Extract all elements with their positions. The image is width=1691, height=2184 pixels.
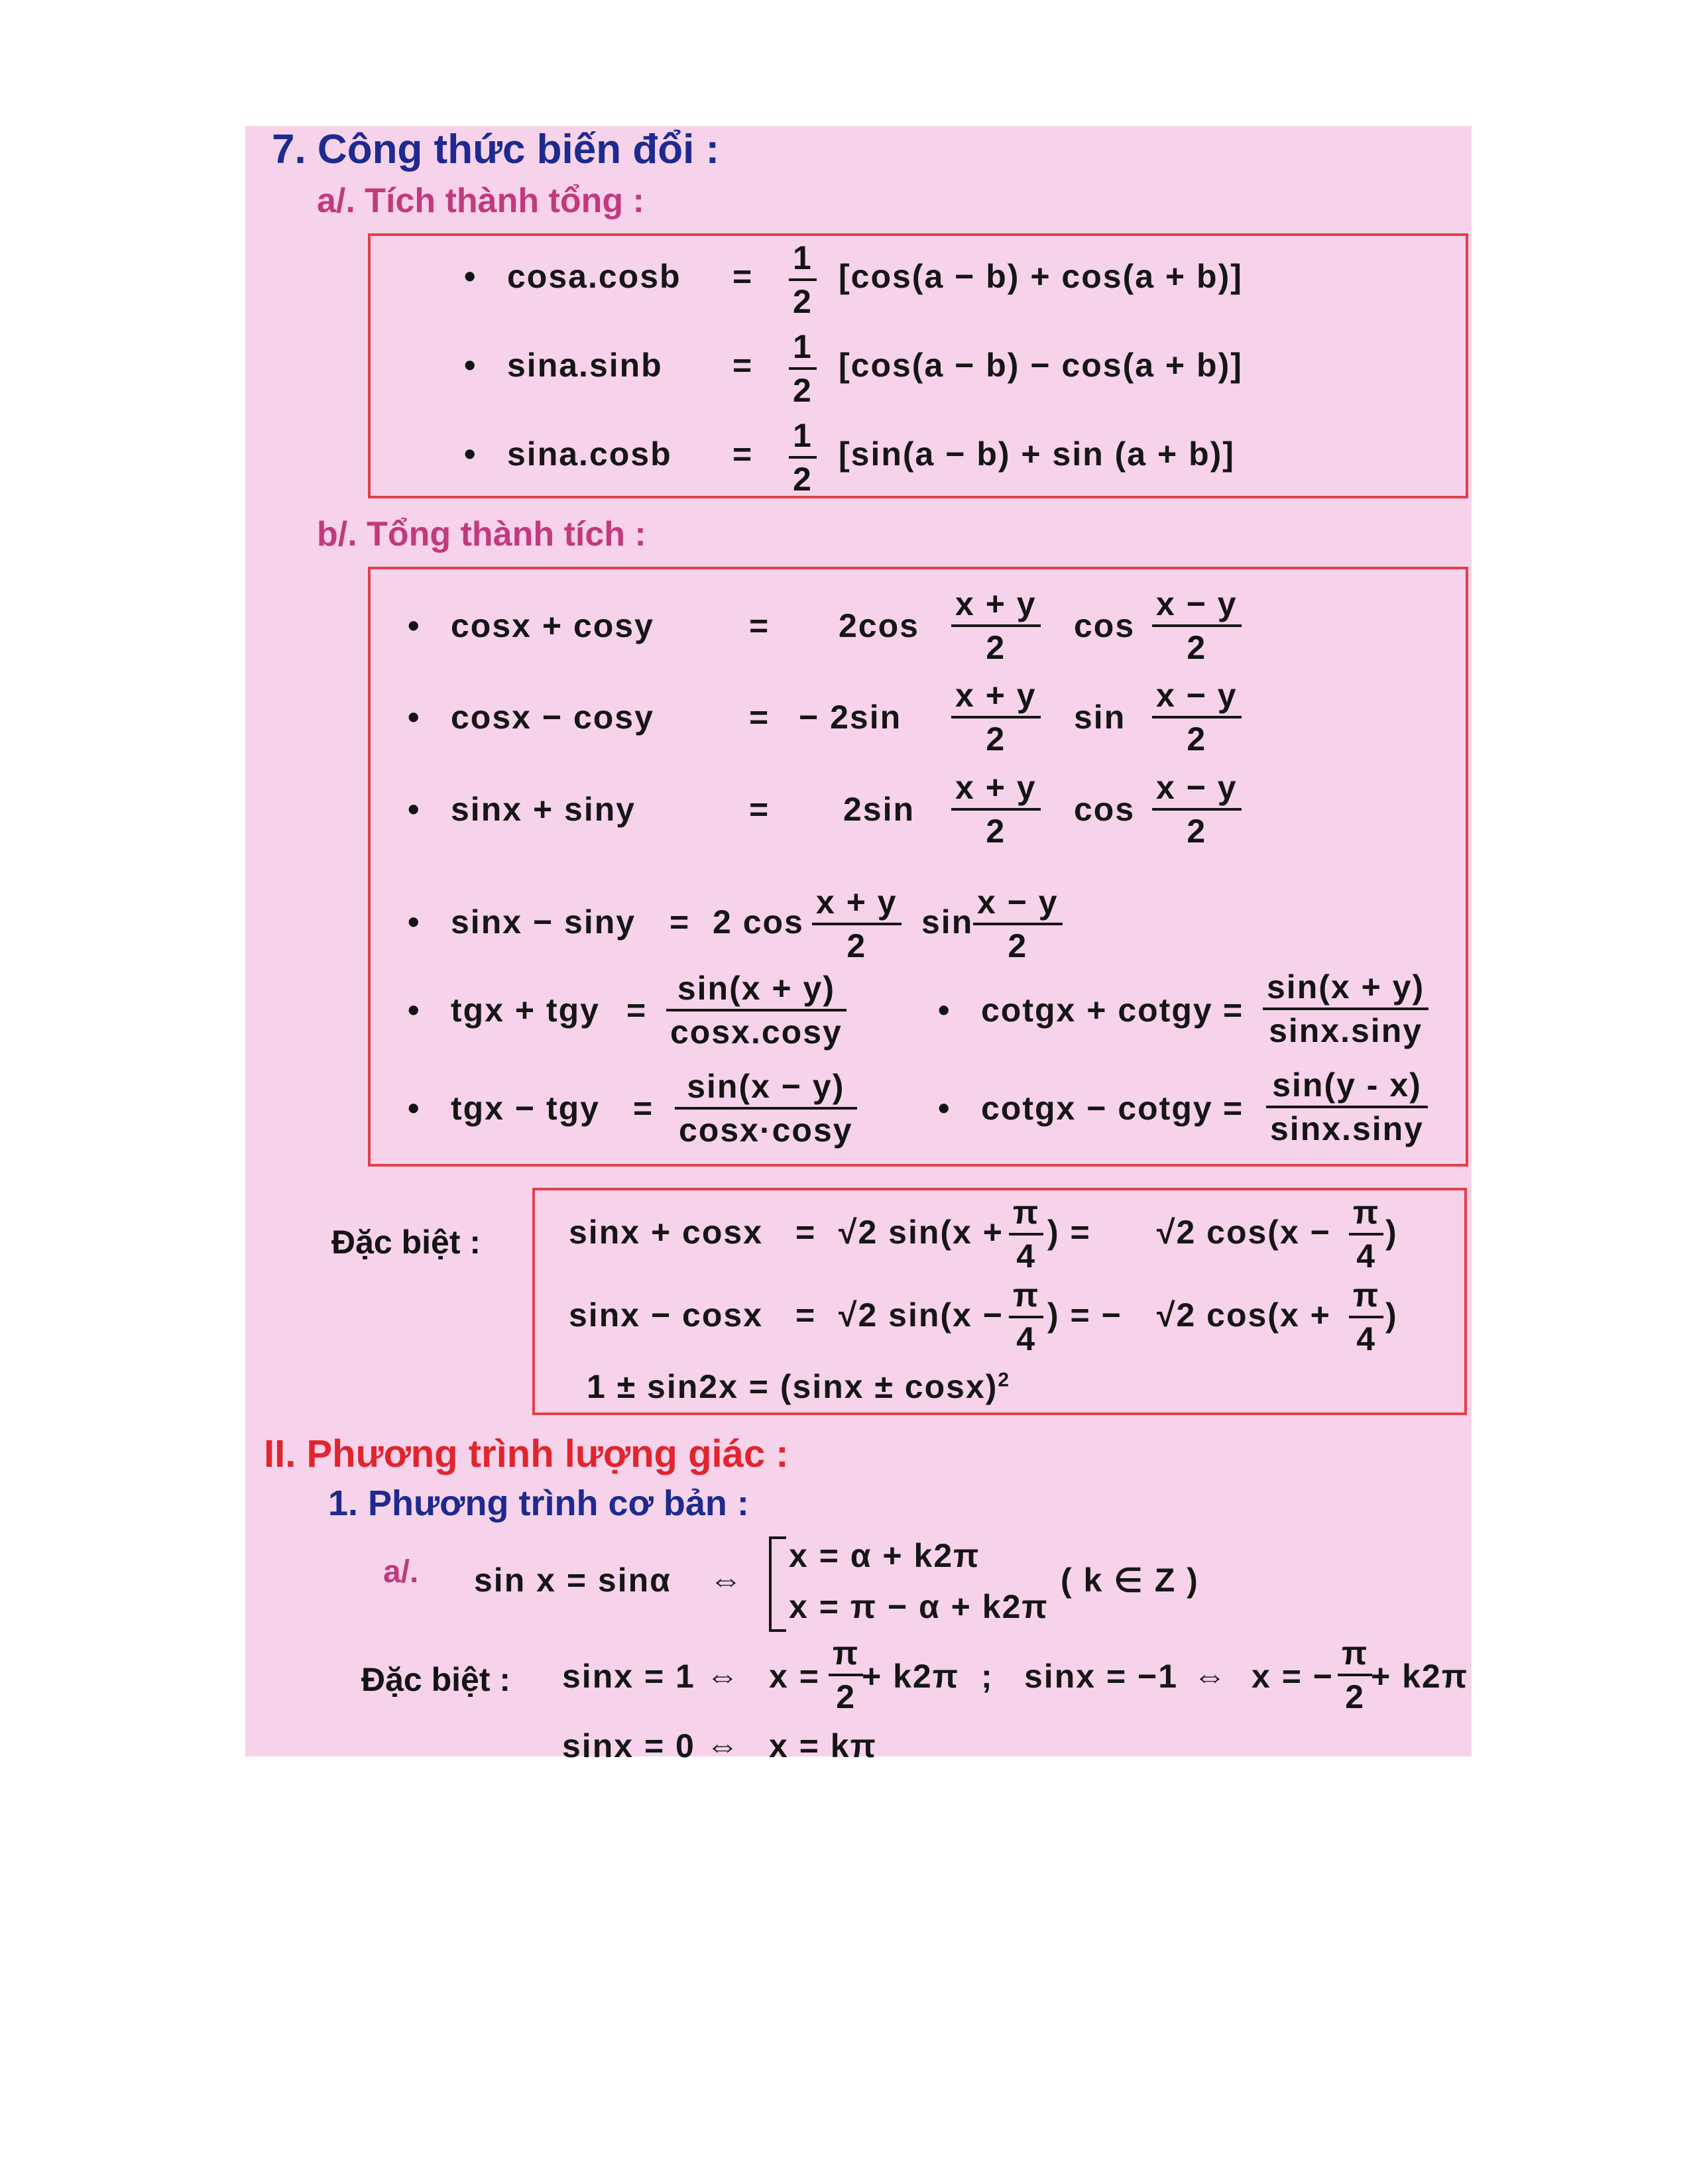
- fraction-numerator: 1: [793, 239, 813, 276]
- formula-lhs: sina.sinb: [507, 347, 663, 384]
- special-label: Đặc biệt :: [331, 1224, 481, 1261]
- fraction-numerator: x + y: [955, 677, 1037, 714]
- equivalence-symbol: ⇔: [706, 1658, 740, 1695]
- fraction-half: [789, 239, 817, 321]
- fraction-bar: [1338, 1674, 1372, 1676]
- sqrt2-sine-term: √2 sin(x +: [839, 1214, 1004, 1251]
- fraction-pi-quarter: [1009, 1193, 1043, 1275]
- equivalence-symbol: ⇔: [1193, 1658, 1228, 1695]
- fraction-bar: [1152, 808, 1242, 811]
- fraction-denominator: 2: [986, 720, 1006, 758]
- equivalence-symbol: ⇔: [706, 1727, 740, 1764]
- coefficient: 2cos: [839, 607, 919, 644]
- fraction-bar: [1266, 1106, 1428, 1108]
- fraction-bar: [829, 1674, 863, 1676]
- fraction-cotangent-diff: [1266, 1066, 1428, 1148]
- equals-sign: =: [670, 903, 691, 941]
- fraction-bar: [951, 624, 1041, 627]
- solution-bracket: [769, 1536, 786, 1632]
- fraction-sum-half: [951, 585, 1041, 667]
- trig-function: sin: [921, 903, 974, 941]
- fraction-denominator: 2: [986, 813, 1006, 850]
- fraction-denominator: cosx.cosy: [670, 1013, 843, 1051]
- fraction-bar: [973, 923, 1063, 925]
- equals-sign: =: [749, 791, 770, 828]
- bullet: •: [938, 992, 950, 1029]
- solution-case-1: x = α + k2π: [789, 1537, 980, 1574]
- fraction-diff-half: [973, 883, 1063, 965]
- formula-lhs: tgx + tgy: [451, 992, 600, 1029]
- formula-lhs: tgx − tgy: [451, 1090, 600, 1127]
- closing-paren: ): [1385, 1214, 1398, 1251]
- fraction-denominator: 2: [1345, 1678, 1366, 1715]
- formula-rhs: [sin(a − b) + sin (a + b)]: [839, 435, 1235, 473]
- fraction-pi-half: [829, 1634, 863, 1716]
- fraction-numerator: π: [833, 1635, 860, 1672]
- fraction-denominator: 2: [1187, 813, 1207, 850]
- fraction-numerator: x + y: [955, 769, 1037, 806]
- fraction-cotangent-sum: [1263, 968, 1429, 1050]
- fraction-bar: [812, 923, 902, 925]
- fraction-bar: [789, 456, 817, 459]
- equals-sign: =: [1223, 992, 1244, 1029]
- formula-lhs: sinx − cosx: [569, 1296, 763, 1334]
- trig-function: cos: [1074, 791, 1136, 828]
- equals-sign: =: [795, 1296, 817, 1334]
- fraction-denominator: sinx.siny: [1270, 1110, 1424, 1147]
- fraction-denominator: 4: [1356, 1237, 1377, 1275]
- fraction-denominator: 2: [846, 927, 867, 964]
- fraction-denominator: sinx.siny: [1269, 1012, 1423, 1049]
- fraction-bar: [789, 278, 817, 281]
- fraction-numerator: 1: [793, 328, 813, 365]
- bullet: •: [464, 435, 476, 473]
- fraction-bar: [675, 1107, 857, 1110]
- fraction-numerator: sin(x + y): [677, 970, 835, 1007]
- fraction-numerator: sin(x − y): [687, 1068, 845, 1105]
- fraction-bar: [951, 716, 1041, 718]
- fraction-bar: [1349, 1316, 1383, 1318]
- equals-sign: =: [732, 347, 754, 384]
- equation-lhs: sin x = sinα: [474, 1562, 671, 1599]
- fraction-denominator: 2: [836, 1678, 856, 1715]
- bullet: •: [938, 1090, 950, 1127]
- fraction-sum-half: [951, 768, 1041, 850]
- equals-sign: =: [732, 258, 754, 295]
- fraction-denominator: 2: [793, 283, 813, 320]
- fraction-bar: [1263, 1007, 1429, 1010]
- fraction-numerator: sin(y - x): [1272, 1066, 1422, 1104]
- coefficient: 2sin: [843, 791, 915, 828]
- fraction-bar: [789, 367, 817, 370]
- fraction-numerator: π: [1013, 1194, 1040, 1231]
- formula-lhs: sinx + siny: [451, 791, 636, 828]
- fraction-sum-half: [951, 676, 1041, 758]
- exponent: 2: [998, 1369, 1011, 1391]
- closing-equals: ) =: [1047, 1214, 1091, 1251]
- fraction-denominator: 2: [1187, 720, 1207, 758]
- formula-lhs: cosx − cosy: [451, 699, 654, 736]
- fraction-bar: [666, 1009, 846, 1011]
- fraction-bar: [951, 808, 1041, 811]
- trig-function: cos: [1074, 607, 1136, 644]
- formula-rhs: [cos(a − b) + cos(a + b)]: [839, 258, 1243, 295]
- formula-lhs: cotgx + cotgy: [981, 992, 1213, 1029]
- subsection-title-a: a/. Tích thành tổng :: [317, 182, 644, 220]
- special-row-3: [587, 1367, 1010, 1406]
- bullet: •: [464, 258, 476, 295]
- fraction-pi-quarter: [1009, 1276, 1043, 1358]
- fraction-bar: [1152, 716, 1242, 718]
- fraction-denominator: 4: [1356, 1320, 1377, 1357]
- formula-lhs: sina.cosb: [507, 435, 672, 473]
- fraction-diff-half: [1152, 585, 1242, 667]
- fraction-diff-half: [1152, 768, 1242, 850]
- case-sin-one: sinx = 1: [562, 1658, 695, 1695]
- fraction-bar: [1009, 1316, 1043, 1318]
- plus-k2pi: + k2π: [1371, 1658, 1468, 1695]
- trig-function: sin: [1074, 699, 1126, 736]
- equals-sign: =: [749, 607, 770, 644]
- fraction-sum-half: [812, 883, 902, 965]
- subsection-a-label: a/.: [383, 1554, 419, 1589]
- separator: ;: [981, 1658, 994, 1695]
- fraction-numerator: x − y: [1156, 677, 1238, 714]
- coefficient: 2 cos: [713, 903, 804, 941]
- fraction-bar: [1152, 624, 1242, 627]
- formula-lhs: cotgx − cotgy: [981, 1090, 1213, 1127]
- formula-lhs: sinx + cosx: [569, 1214, 763, 1251]
- equals-sign: =: [795, 1214, 817, 1251]
- fraction-numerator: x − y: [1156, 585, 1238, 622]
- sqrt2-cosine-term: √2 cos(x +: [1157, 1296, 1331, 1334]
- sqrt2-cosine-term: √2 cos(x −: [1157, 1214, 1331, 1251]
- fraction-numerator: x − y: [1156, 769, 1238, 806]
- closing-equals: ) = −: [1047, 1296, 1122, 1334]
- closing-paren: ): [1385, 1296, 1398, 1334]
- formula-lhs: cosa.cosb: [507, 258, 681, 295]
- fraction-denominator: 2: [986, 629, 1006, 666]
- fraction-numerator: π: [1342, 1635, 1369, 1672]
- fraction-denominator: 2: [1008, 927, 1028, 964]
- bullet: •: [464, 347, 476, 384]
- fraction-numerator: π: [1353, 1194, 1380, 1231]
- section-ii-title: II. Phương trình lượng giác :: [264, 1432, 789, 1475]
- fraction-denominator: 4: [1016, 1320, 1037, 1357]
- identity-text: 1 ± sin2x = (sinx ± cosx): [587, 1368, 998, 1405]
- section-title: 7. Công thức biến đổi :: [272, 127, 720, 172]
- fraction-half: [789, 416, 817, 498]
- fraction-numerator: π: [1013, 1277, 1040, 1314]
- fraction-pi-half: [1338, 1634, 1372, 1716]
- fraction-denominator: 2: [793, 461, 813, 498]
- special2-label: Đặc biệt :: [361, 1661, 511, 1698]
- fraction-pi-quarter: [1349, 1193, 1383, 1275]
- sqrt2-sine-term: √2 sin(x −: [839, 1296, 1004, 1334]
- bullet: •: [408, 699, 420, 736]
- fraction-pi-quarter: [1349, 1276, 1383, 1358]
- fraction-diff-half: [1152, 676, 1242, 758]
- fraction-denominator: 2: [1187, 629, 1207, 666]
- fraction-bar: [1349, 1233, 1383, 1236]
- bullet: •: [408, 791, 420, 828]
- bullet: •: [408, 992, 420, 1029]
- integer-condition: ( k ∈ Z ): [1061, 1562, 1199, 1599]
- bullet: •: [408, 607, 420, 644]
- equals-sign: =: [626, 992, 648, 1029]
- fraction-numerator: 1: [793, 417, 813, 454]
- formula-lhs: cosx + cosy: [451, 607, 654, 644]
- bullet: •: [408, 1090, 420, 1127]
- plus-k2pi: + k2π: [862, 1658, 959, 1695]
- equals-sign: =: [749, 699, 770, 736]
- formula-lhs: sinx − siny: [451, 903, 636, 941]
- fraction-numerator: sin(x + y): [1267, 968, 1425, 1006]
- x-equals-negative: x = −: [1252, 1658, 1334, 1695]
- coefficient: − 2sin: [799, 699, 902, 736]
- section-ii-1-title: 1. Phương trình cơ bản :: [328, 1483, 749, 1523]
- fraction-numerator: x + y: [955, 585, 1037, 622]
- fraction-numerator: x − y: [977, 884, 1059, 921]
- formula-rhs: [cos(a − b) − cos(a + b)]: [839, 347, 1243, 384]
- fraction-half: [789, 327, 817, 410]
- fraction-denominator: cosx·cosy: [679, 1112, 853, 1149]
- fraction-tangent-diff: [675, 1067, 857, 1149]
- fraction-bar: [1009, 1233, 1043, 1236]
- solution-case-2: x = π − α + k2π: [789, 1588, 1049, 1625]
- x-equals-kpi: x = kπ: [769, 1727, 877, 1764]
- fraction-numerator: x + y: [816, 884, 898, 921]
- case-sin-zero: sinx = 0: [562, 1727, 695, 1764]
- x-equals: x =: [769, 1658, 820, 1695]
- fraction-denominator: 2: [793, 372, 813, 409]
- equals-sign: =: [732, 435, 754, 473]
- fraction-denominator: 4: [1016, 1237, 1037, 1275]
- case-sin-minus-one: sinx = −1: [1024, 1658, 1179, 1695]
- equivalence-symbol: ⇔: [709, 1562, 744, 1599]
- subsection-title-b: b/. Tổng thành tích :: [317, 515, 646, 553]
- equals-sign: =: [1223, 1090, 1244, 1127]
- fraction-numerator: π: [1353, 1277, 1380, 1314]
- fraction-tangent-sum: [666, 969, 846, 1051]
- equals-sign: =: [633, 1090, 654, 1127]
- bullet: •: [408, 903, 420, 941]
